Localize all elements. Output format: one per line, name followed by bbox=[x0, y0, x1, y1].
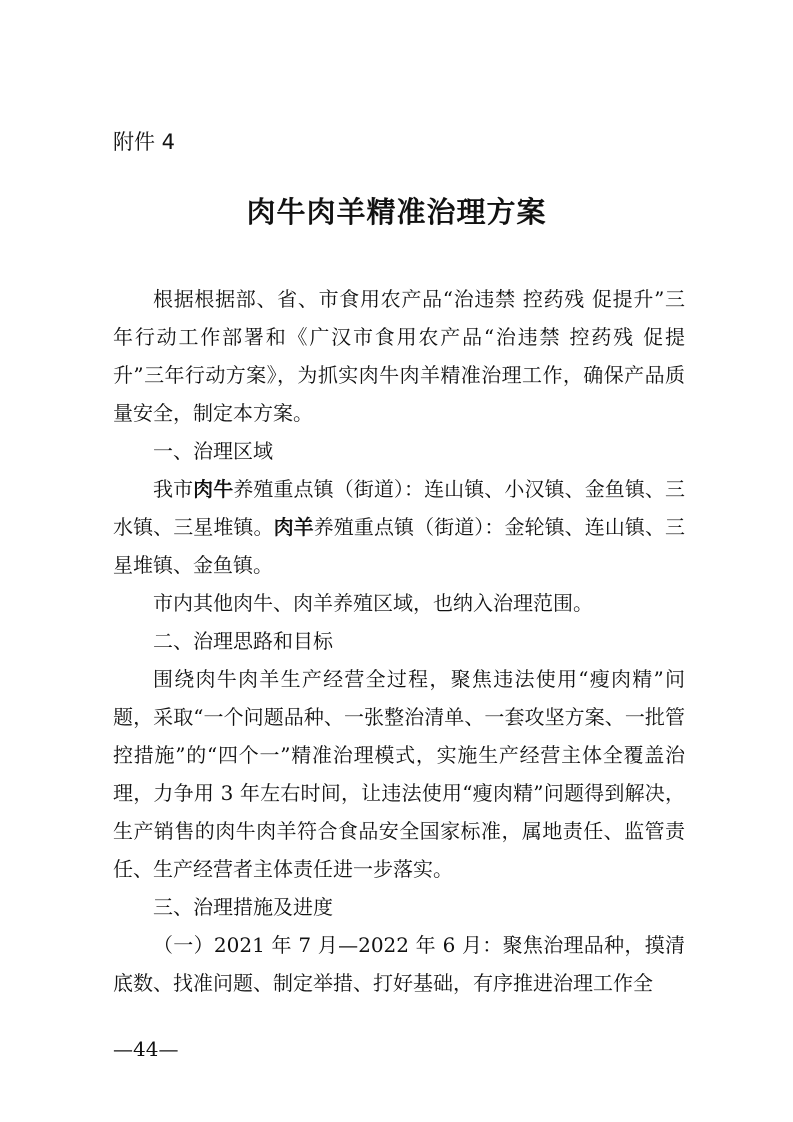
region-sheep-towns: 养殖重点镇（街道）：金轮镇、连山镇、三星堆镇、金鱼镇。 bbox=[113, 515, 686, 577]
keyword-sheep: 肉羊 bbox=[273, 515, 314, 539]
goals-paragraph: 围绕肉牛肉羊生产经营全过程，聚焦违法使用“瘦肉精”问题，采取“一个问题品种、一张整治清单、一套攻坚方案、一批管控措施”的“四个一”精准治理模式，实施生产经营主体全覆盖治理，力争用 3 年左右时间，让违法使用“瘦肉精”问题得到解决，生产销售的肉牛肉羊符合食品安全国家标准，属地责任、监管责任、生产经营者主体责任进一步落实。 bbox=[113, 667, 685, 881]
document-title: 肉牛肉羊精准治理方案 bbox=[246, 195, 547, 229]
region-cattle-towns: 养殖重点镇（街道）：连山镇、小汉镇、金鱼镇、三水镇、三星堆镇。 bbox=[113, 477, 686, 539]
page-number: —44— bbox=[113, 1037, 179, 1061]
other-regions-paragraph: 市内其他肉牛、肉羊养殖区域，也纳入治理范围。 bbox=[153, 591, 593, 615]
intro-paragraph: 根据根据部、省、市食用农产品“治违禁 控药残 促提升”三年行动工作部署和《广汉市食用农产品“治违禁 控药残 促提升”三年行动方案》，为抓实肉牛肉羊精准治理工作，确保产品质量安全，制定本方案。 bbox=[113, 287, 685, 425]
section-heading-2: 二、治理思路和目标 bbox=[153, 629, 333, 653]
region-prefix: 我市 bbox=[153, 477, 194, 501]
region-paragraph bbox=[113, 470, 685, 584]
section-heading-3: 三、治理措施及进度 bbox=[153, 895, 333, 919]
attachment-label: 附件 4 bbox=[113, 130, 176, 154]
section-heading-1: 一、治理区域 bbox=[153, 439, 273, 463]
document-body bbox=[113, 280, 685, 1002]
measures-paragraph: （一）2021 年 7 月—2022 年 6 月：聚焦治理品种，摸清底数、找准问题、制定举措、打好基础，有序推进治理工作全 bbox=[113, 933, 685, 995]
keyword-cattle: 肉牛 bbox=[193, 477, 234, 501]
